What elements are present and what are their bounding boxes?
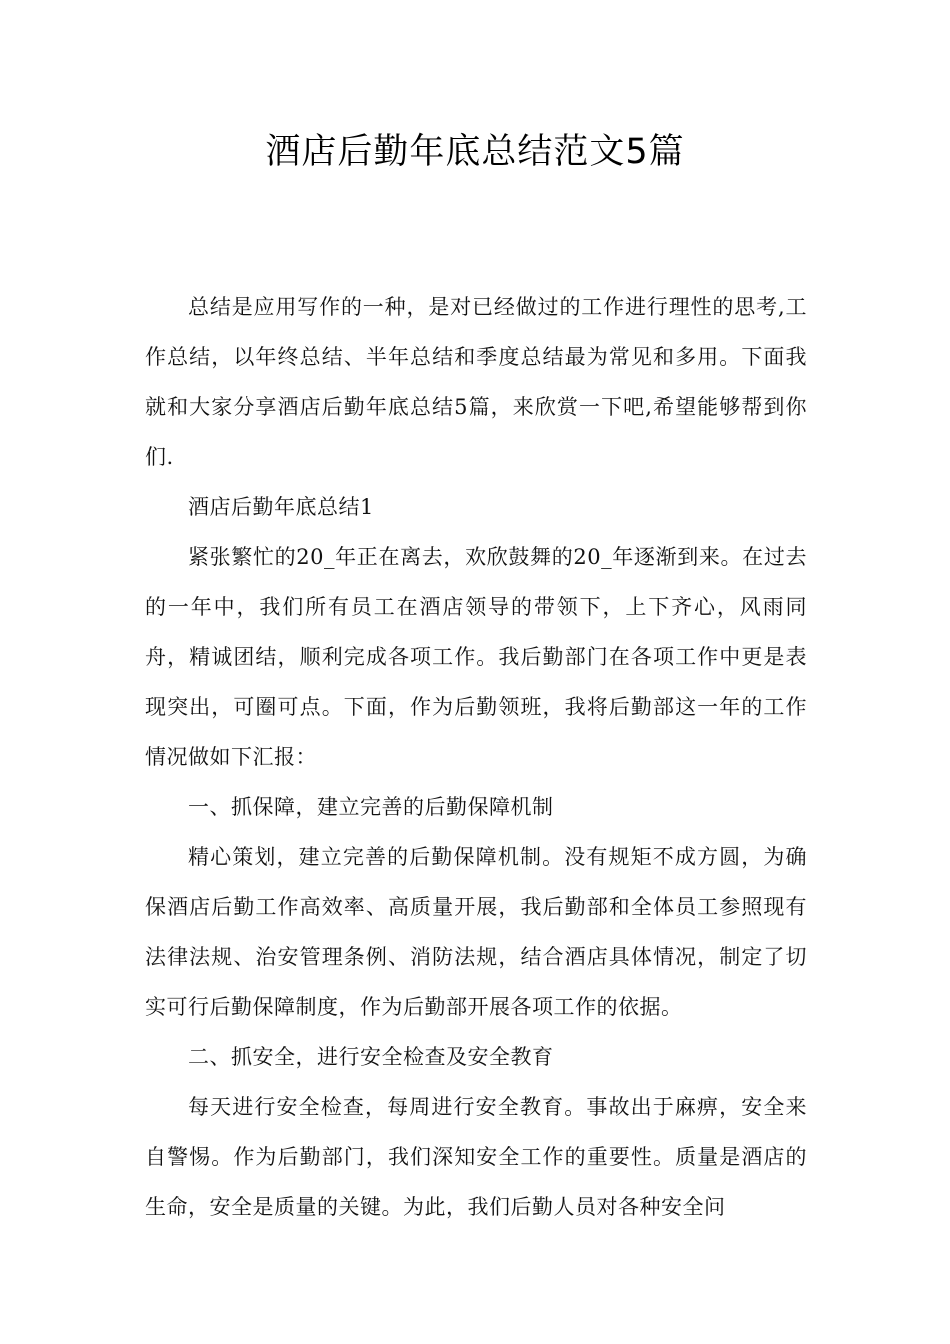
subsection-heading: 二、抓安全，进行安全检查及安全教育 <box>188 1045 554 1069</box>
section-heading: 酒店后勤年底总结1 <box>188 495 374 519</box>
document-title: 酒店后勤年底总结范文5篇 <box>265 132 685 172</box>
intro-paragraph: 总结是应用写作的一种，是对已经做过的工作进行理性的思考,工作总结，以年终总结、半年总结和季度总结最为常见和多用。下面我就和大家分享酒店后勤年底总结5篇，来欣赏一下吧,希望能够帮到你们. <box>145 295 807 469</box>
body-paragraph: 精心策划，建立完善的后勤保障机制。没有规矩不成方圆，为确保酒店后勤工作高效率、高质量开展，我后勤部和全体员工参照现有法律法规、治安管理条例、消防法规，结合酒店具体情况，制定了切实可行后勤保障制度，作为后勤部开展各项工作的依据。 <box>145 845 807 1019</box>
body-paragraph: 每天进行安全检查，每周进行安全教育。事故出于麻痹，安全来自警惕。作为后勤部门，我们深知安全工作的重要性。质量是酒店的生命，安全是质量的关键。为此，我们后勤人员对各种安全问 <box>145 1095 807 1219</box>
body-paragraph: 紧张繁忙的20_年正在离去，欢欣鼓舞的20_年逐渐到来。在过去的一年中，我们所有员工在酒店领导的带领下，上下齐心，风雨同舟，精诚团结，顺利完成各项工作。我后勤部门在各项工作中更是表现突出，可圈可点。下面，作为后勤领班，我将后勤部这一年的工作情况做如下汇报： <box>145 545 807 769</box>
subsection-heading: 一、抓保障，建立完善的后勤保障机制 <box>188 795 554 819</box>
document-body <box>145 282 807 1232</box>
